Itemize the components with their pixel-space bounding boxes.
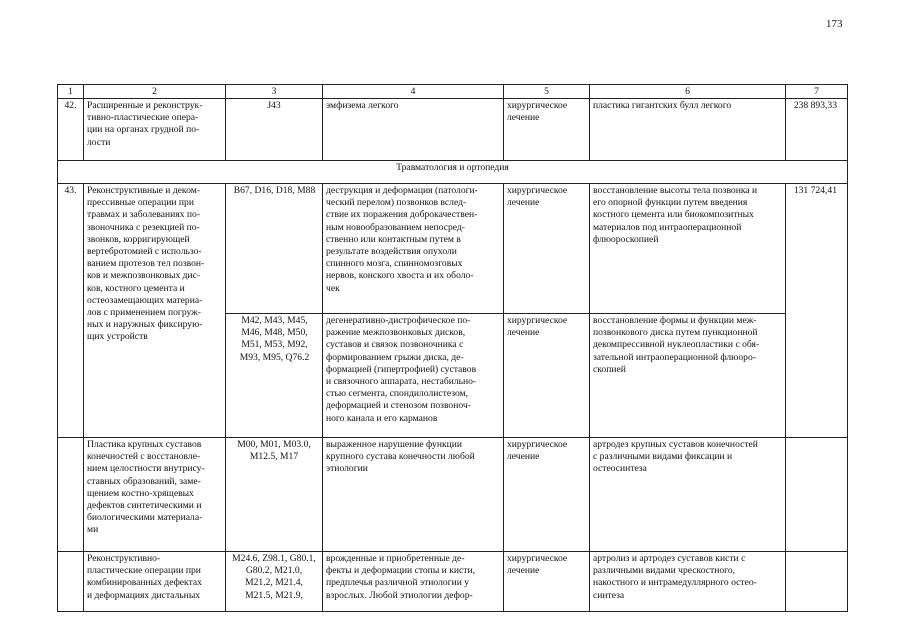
page-number: 173 bbox=[826, 18, 843, 30]
column-header-1: 1 bbox=[58, 85, 84, 99]
treatment-method: пластика гигантских булл легкого bbox=[590, 99, 786, 161]
table-row bbox=[58, 552, 848, 612]
treatment-type: хирургическое лечение bbox=[504, 314, 590, 438]
row-number bbox=[58, 438, 84, 552]
patient-model: врожденные и приобретенные де- фекты и деформации стопы и кисти, предплечья различной этиологии у взрослых. Любой этиологии дефор- bbox=[323, 552, 504, 612]
column-header-3: 3 bbox=[226, 85, 323, 99]
section-title: Травматология и ортопедия bbox=[58, 161, 848, 184]
icd-codes: M42, M43, M45, M46, M48, M50, M51, M53, M92, M93, M95, Q76.2 bbox=[226, 314, 323, 438]
patient-model: деструкция и деформация (патологи- ческий перелом) позвонков вслед- ствие их поражения доброкачествен- ным новообразованием непосред- ственно или контактным путем в результате воздействия опухоли спинного мозга, спинномозговых нервов, конского хвоста и их оболо- чек bbox=[323, 184, 504, 314]
column-header-4: 4 bbox=[323, 85, 504, 99]
section-row bbox=[58, 161, 848, 184]
treatment-type: хирургическое лечение bbox=[504, 184, 590, 314]
treatment-type: хирургическое лечение bbox=[504, 552, 590, 612]
column-header-5: 5 bbox=[504, 85, 590, 99]
patient-model: эмфизема легкого bbox=[323, 99, 504, 161]
patient-model: выраженное нарушение функции крупного сустава конечности любой этиологии bbox=[323, 438, 504, 552]
row-number: 42. bbox=[58, 99, 84, 161]
care-type-name: Расширенные и реконструк- тивно-пластические опера- ции на органах грудной по- лости bbox=[84, 99, 226, 161]
icd-codes: M00, M01, M03.0, M12.5, M17 bbox=[226, 438, 323, 552]
care-type-name: Реконструктивно- пластические операции при комбинированных дефектах и деформациях дистальных bbox=[84, 552, 226, 612]
treatment-method: артродез крупных суставов конечностей с различными видами фиксации и остеосинтеза bbox=[590, 438, 786, 552]
patient-model: дегенеративно-дистрофическое по- ражение межпозвонковых дисков, суставов и связок позвоночника с формированием грыжи диска, де- формацией (гипертрофией) суставов и связочного аппарата, нестабильно- стью сегмента, спондилолистезом, деформацией и стенозом позвоноч- ного канала и его карманов bbox=[323, 314, 504, 438]
services-table bbox=[57, 84, 848, 612]
cost-value: 238 893,33 bbox=[786, 99, 848, 161]
row-number: 43. bbox=[58, 184, 84, 438]
row-number bbox=[58, 552, 84, 612]
table-row bbox=[58, 184, 848, 314]
treatment-method: артролиз и артродез суставов кисти с различными видами чрескостного, накостного и интрамедуллярного остео- синтеза bbox=[590, 552, 786, 612]
care-type-name: Пластика крупных суставов конечностей с восстановле- нием целостности внутрису- ставных образований, заме- щением костно-хрящевых дефектов синтетическими и биологическими материала- ми bbox=[84, 438, 226, 552]
table-row bbox=[58, 438, 848, 552]
column-header-2: 2 bbox=[84, 85, 226, 99]
care-type-name: Реконструктивные и деком- прессивные операции при травмах и заболеваниях по- звоночника с резекцией по- звонков, корригирующей вертебротомией с использо- ванием протезов тел позвон- ков и межпозвонковых дис- ков, костного цемента и остеозамещающих материа- лов с применением погруж- ных и наружных фиксирую- щих устройств bbox=[84, 184, 226, 438]
column-number-row bbox=[58, 85, 848, 99]
icd-codes: J43 bbox=[226, 99, 323, 161]
cost-value bbox=[786, 438, 848, 552]
treatment-type: хирургическое лечение bbox=[504, 99, 590, 161]
table-row bbox=[58, 99, 848, 161]
column-header-6: 6 bbox=[590, 85, 786, 99]
treatment-type: хирургическое лечение bbox=[504, 438, 590, 552]
cost-value bbox=[786, 552, 848, 612]
icd-codes: B67, D16, D18, M88 bbox=[226, 184, 323, 314]
treatment-method: восстановление высоты тела позвонка и его опорной функции путем введения костного цемента или биокомпозитных материалов под интраоперационной флюороскопией bbox=[590, 184, 786, 314]
cost-value: 131 724,41 bbox=[786, 184, 848, 438]
icd-codes: M24.6, Z98.1, G80.1, G80.2, M21.0, M21.2, M21.4, M21.5, M21.9, bbox=[226, 552, 323, 612]
treatment-method: восстановление формы и функции меж- позвонкового диска путем пункционной декомпрессивной нуклеопластики с обя- зательной интраоперационной флюоро- скопией bbox=[590, 314, 786, 438]
column-header-7: 7 bbox=[786, 85, 848, 99]
